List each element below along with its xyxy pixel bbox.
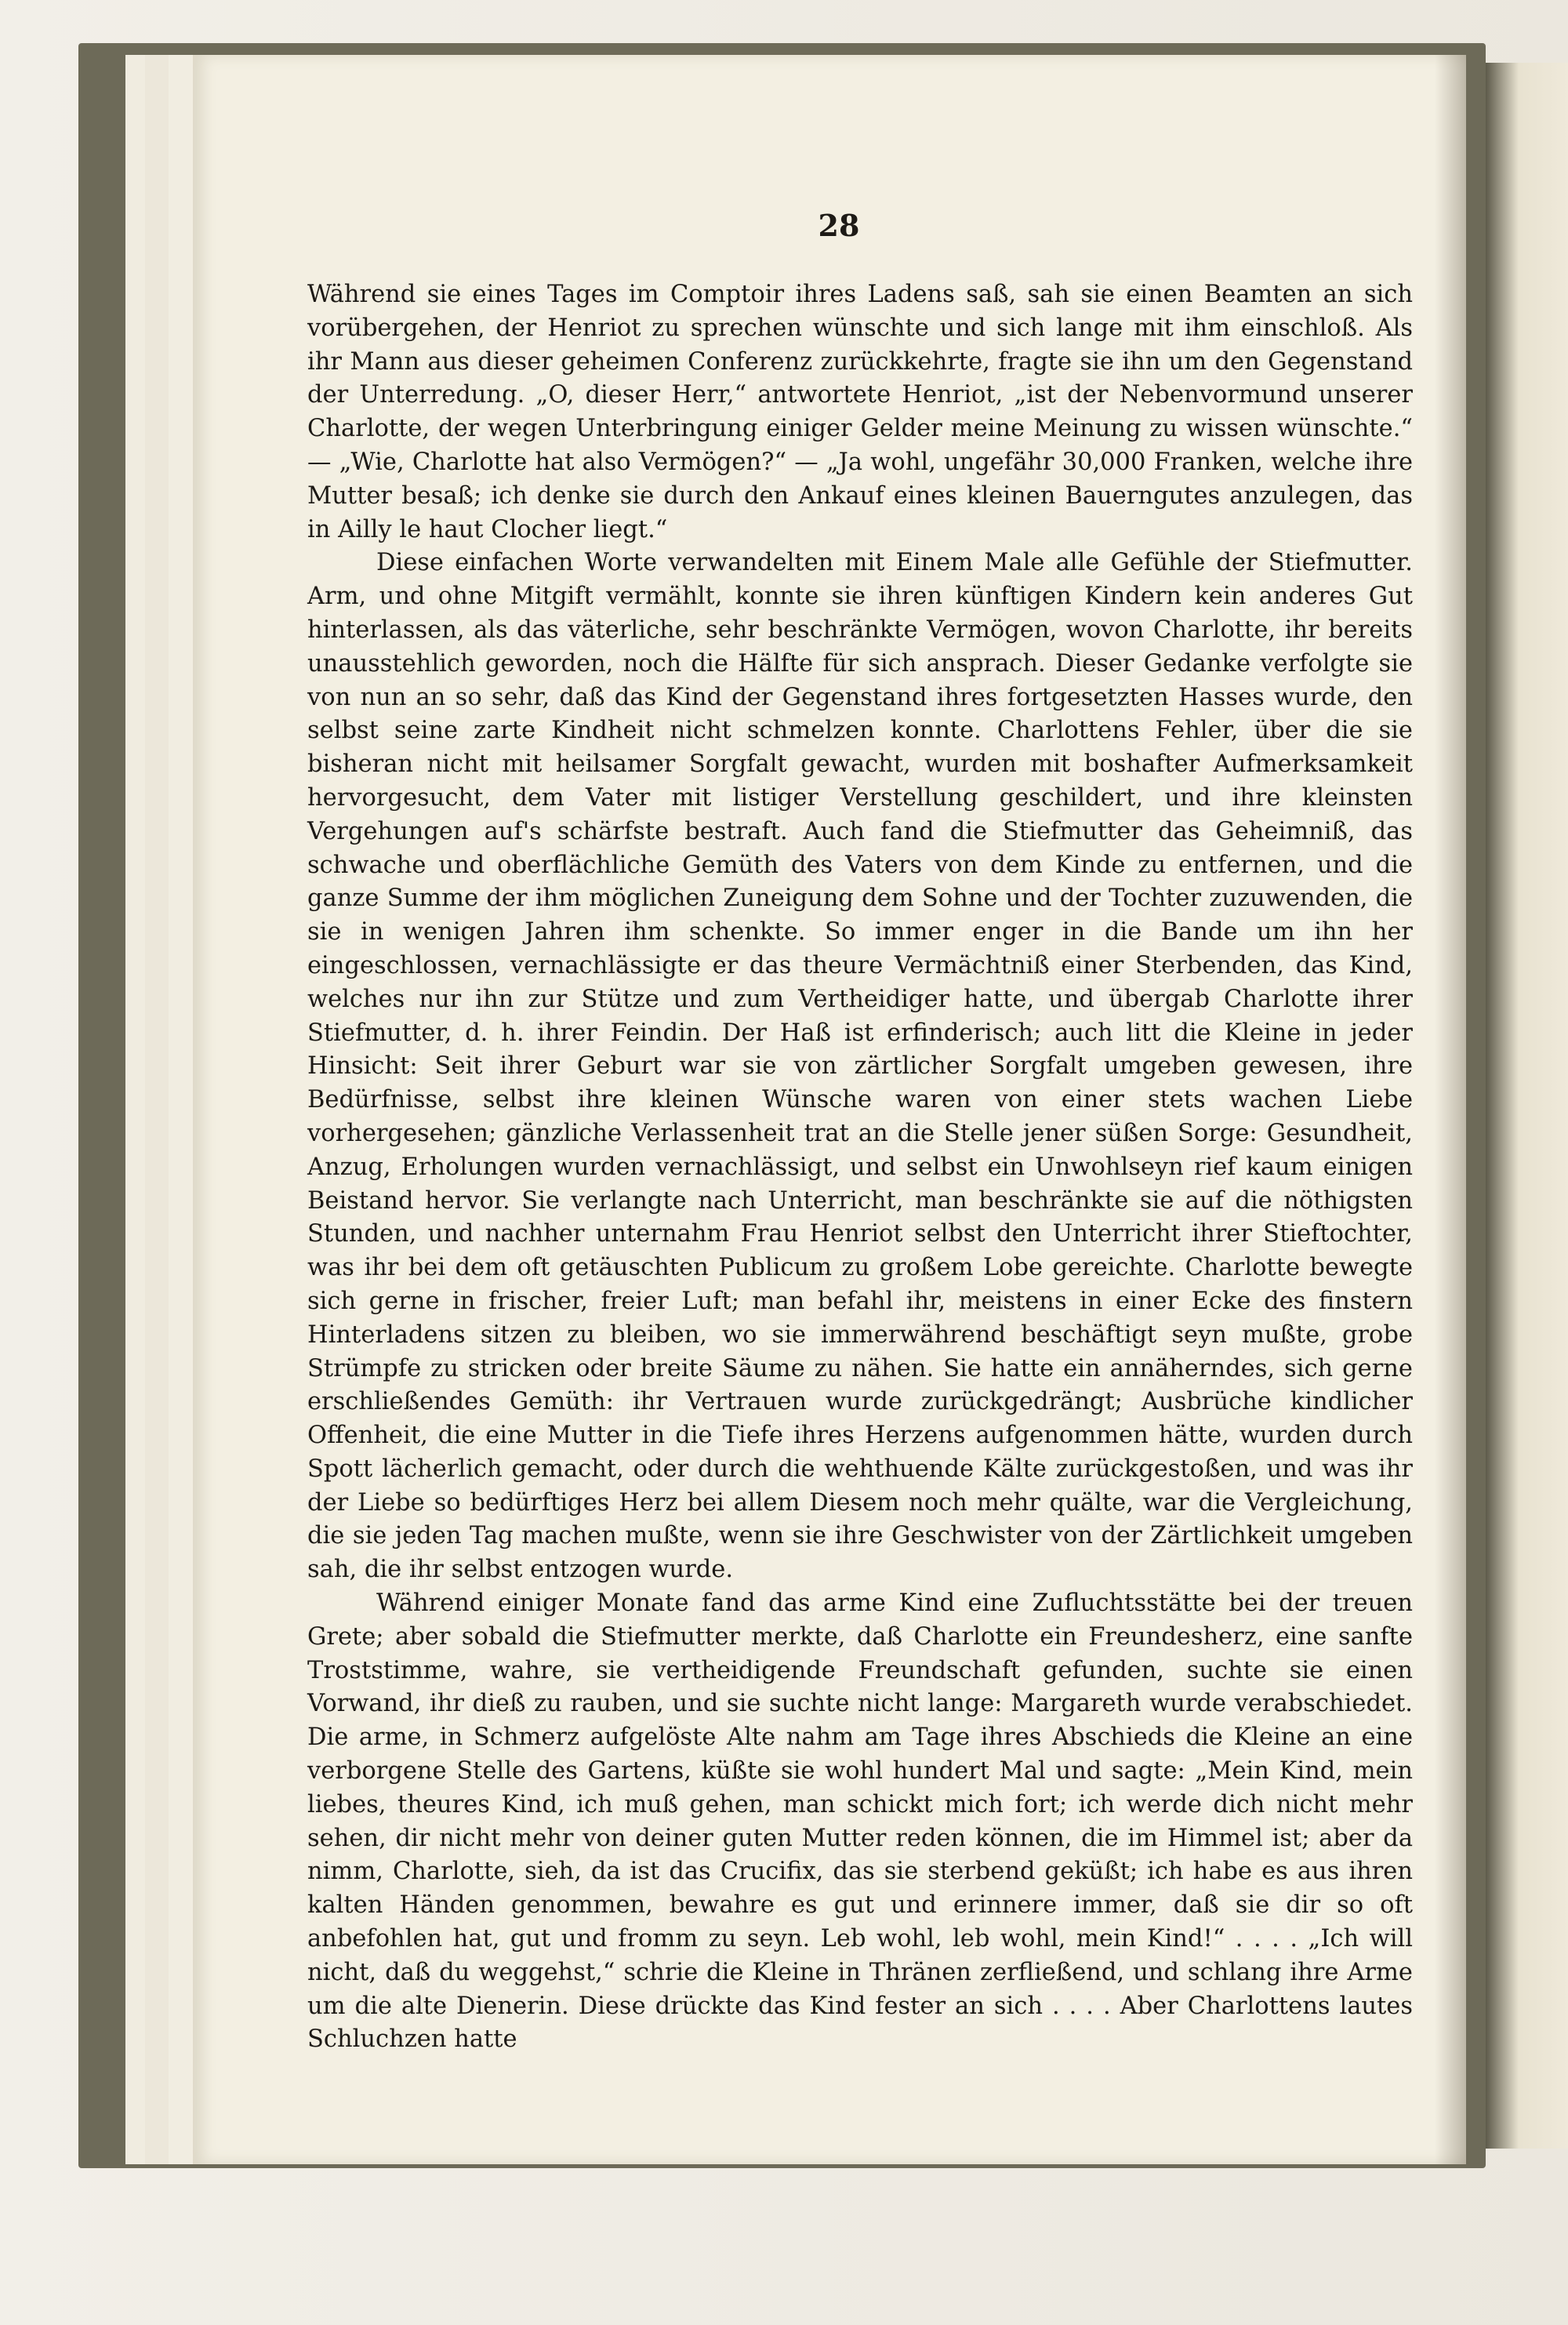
facing-page-sliver bbox=[1486, 63, 1568, 2149]
spine-shadow bbox=[1435, 55, 1466, 2164]
page-text bbox=[307, 278, 1413, 2057]
paragraph-3: Während einiger Monate fand das arme Kind eine Zufluchtsstätte bei der treuen Grete; aber sobald die Stiefmutter merkte, daß Charlotte ein Freundesherz, eine sanfte Troststimme, wahre, sie vertheidigende Freundschaft gefunden, suchte sie einen Vorwand, ihr dieß zu rauben, und sie suchte nicht lange: Margareth wurde verabschiedet. Die arme, in Schmerz aufgelöste Alte nahm am Tage ihres Abschieds die Kleine an eine verborgene Stelle des Gartens, küßte sie wohl hundert Mal und sagte: „Mein Kind, mein liebes, theures Kind, ich muß gehen, man schickt mich fort; ich werde dich nicht mehr sehen, dir nicht mehr von deiner guten Mutter reden können, die im Himmel ist; aber da nimm, Charlotte, sieh, da ist das Crucifix, das sie sterbend geküßt; ich habe es aus ihren kalten Händen genommen, bewahre es gut und erinnere immer, daß sie dir so oft anbefohlen hat, gut und fromm zu seyn. Leb wohl, leb wohl, mein Kind!“ . . . . „Ich will nicht, daß du weggehst,“ schrie die Kleine in Thränen zerfließend, und schlang ihre Arme um die alte Dienerin. Diese drückte das Kind fester an sich . . . . Aber Charlottens lautes Schluchzen hatte bbox=[307, 1589, 1413, 2054]
paragraph-1: Während sie eines Tages im Comptoir ihres Ladens saß, sah sie einen Beamten an sich vorübergehen, der Henriot zu sprechen wünschte und sich lange mit ihm einschloß. Als ihr Mann aus dieser geheimen Conferenz zurückkehrte, fragte sie ihn um den Gegenstand der Unterredung. „O, dieser Herr,“ antwortete Henriot, „ist der Nebenvormund unserer Charlotte, der wegen Unterbringung einiger Gelder meine Meinung zu wissen wünschte.“ — „Wie, Charlotte hat also Vermögen?“ — „Ja wohl, ungefähr 30,000 Franken, welche ihre Mutter besaß; ich denke sie durch den Ankauf eines kleinen Bauerngutes anzulegen, das in Ailly le haut Clocher liegt.“ bbox=[307, 281, 1413, 543]
paragraph-2: Diese einfachen Worte verwandelten mit Einem Male alle Gefühle der Stiefmutter. Arm, und ohne Mitgift vermählt, konnte sie ihren künftigen Kindern kein anderes Gut hinterlassen, als das väterliche, sehr beschränkte Vermögen, wovon Charlotte, ihr bereits unausstehlich geworden, noch die Hälfte für sich ansprach. Dieser Gedanke verfolgte sie von nun an so sehr, daß das Kind der Gegenstand ihres fortgesetzten Hasses wurde, den selbst seine zarte Kindheit nicht schmelzen konnte. Charlottens Fehler, über die sie bisheran nicht mit heilsamer Sorgfalt gewacht, wurden mit boshafter Aufmerksamkeit hervorgesucht, dem Vater mit listiger Verstellung geschildert, und ihre kleinsten Vergehungen auf's schärfste bestraft. Auch fand die Stiefmutter das Geheimniß, das schwache und oberflächliche Gemüth des Vaters von dem Kinde zu entfernen, und die ganze Summe der ihm möglichen Zuneigung dem Sohne und der Tochter zuzuwenden, die sie in wenigen Jahren ihm schenkte. So immer enger in die Bande um ihn her eingeschlossen, vernachlässigte er das theure Vermächtniß einer Sterbenden, das Kind, welches nur ihn zur Stütze und zum Vertheidiger hatte, und übergab Charlotte ihrer Stiefmutter, d. h. ihrer Feindin. Der Haß ist erfinderisch; auch litt die Kleine in jeder Hinsicht: Seit ihrer Geburt war sie von zärtlicher Sorgfalt umgeben gewesen, ihre Bedürfnisse, selbst ihre kleinen Wünsche waren von einer stets wachen Liebe vorhergesehen; gänzliche Verlassenheit trat an die Stelle jener süßen Sorge: Gesundheit, Anzug, Erholungen wurden vernachlässigt, und selbst ein Unwohlseyn rief kaum einigen Beistand hervor. Sie verlangte nach Unterricht, man beschränkte sie auf die nöthigsten Stunden, und nachher unternahm Frau Henriot selbst den Unterricht ihrer Stieftochter, was ihr bei dem oft getäuschten Publicum zu großem Lobe gereichte. Charlotte bewegte sich gerne in frischer, freier Luft; man befahl ihr, meistens in einer Ecke des finstern Hinterladens sitzen zu bleiben, wo sie immerwährend beschäftigt seyn mußte, grobe Strümpfe zu stricken oder breite Säume zu nähen. Sie hatte ein annäherndes, sich gerne erschließendes Gemüth: ihr Vertrauen wurde zurückgedrängt; Ausbrüche kindlicher Offenheit, die eine Mutter in die Tiefe ihres Herzens aufgenommen hätte, wurden durch Spott lächerlich gemacht, oder durch die wehthuende Kälte zurückgestoßen, und was ihr der Liebe so bedürftiges Herz bei allem Diesem noch mehr quälte, war die Vergleichung, die sie jeden Tag machen mußte, wenn sie ihre Geschwister von der Zärtlichkeit umgeben sah, die ihr selbst entzogen wurde. bbox=[307, 549, 1413, 1584]
page-number: 28 bbox=[818, 208, 860, 243]
